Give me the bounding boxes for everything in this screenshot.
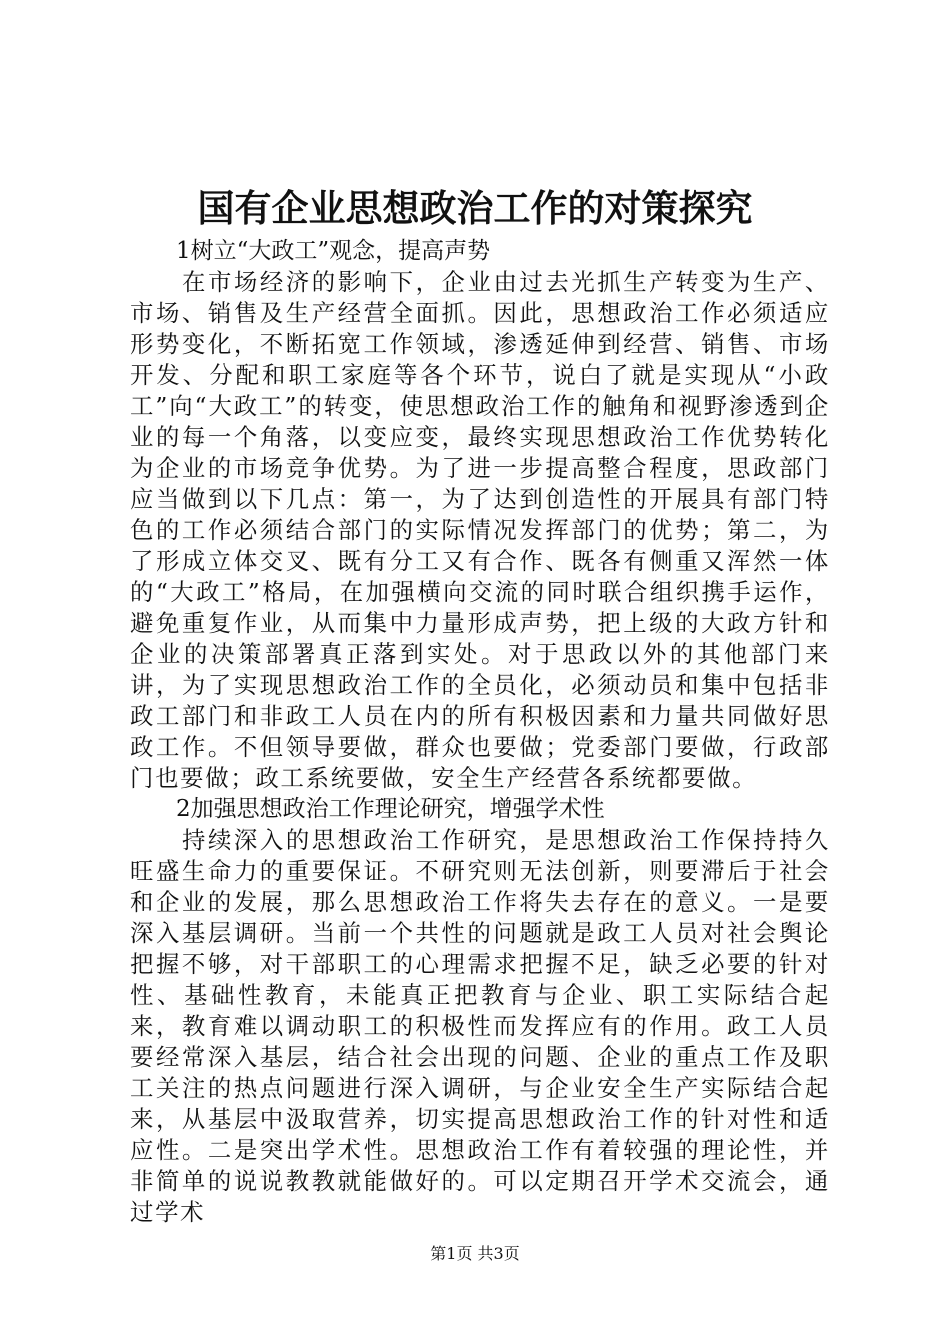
- section-heading-1: 1树立“大政工”观念，提高声势: [176, 238, 491, 264]
- section-heading-2: 2加强思想政治工作理论研究，增强学术性: [176, 796, 605, 822]
- section-paragraph-2: 持续深入的思想政治工作研究，是思想政治工作保持持久旺盛生命力的重要保证。不研究则无法创新，则要滞后于社会和企业的发展，那么思想政治工作将失去存在的意义。一是要深入基层调研。当前一个共性的问题就是政工人员对社会舆论把握不够，对干部职工的心理需求把握不足，缺乏必要的针对性、基础性教育，未能真正把教育与企业、职工实际结合起来，教育难以调动职工的积极性而发挥应有的作用。政工人员要经常深入基层，结合社会出现的问题、企业的重点工作及职工关注的热点问题进行深入调研，与企业安全生产实际结合起来，从基层中汲取营养，切实提高思想政治工作的针对性和适应性。二是突出学术性。思想政治工作有着较强的理论性，并非简单的说说教教就能做好的。可以定期召开学术交流会，通过学术: [130, 826, 830, 1226]
- section-paragraph-1: 在市场经济的影响下，企业由过去光抓生产转变为生产、市场、销售及生产经营全面抓。因此，思想政治工作必须适应形势变化，不断拓宽工作领域，渗透延伸到经营、销售、市场开发、分配和职工家庭等各个环节，说白了就是实现从“小政工”向“大政工”的转变，使思想政治工作的触角和视野渗透到企业的每一个角落，以变应变，最终实现思想政治工作优势转化为企业的市场竞争优势。为了进一步提高整合程度，思政部门应当做到以下几点：第一，为了达到创造性的开展具有部门特色的工作必须结合部门的实际情况发挥部门的优势；第二，为了形成立体交叉、既有分工又有合作、既各有侧重又浑然一体的“大政工”格局，在加强横向交流的同时联合组织携手运作，避免重复作业，从而集中力量形成声势，把上级的大政方针和企业的决策部署真正落到实处。对于思政以外的其他部门来讲，为了实现思想政治工作的全员化，必须动员和集中包括非政工部门和非政工人员在内的所有积极因素和力量共同做好思政工作。不但领导要做，群众也要做；党委部门要做，行政部门也要做；政工系统要做，安全生产经营各系统都要做。: [130, 268, 830, 792]
- document-body: [130, 236, 830, 1228]
- page-footer: 第1页 共3页: [430, 1244, 520, 1263]
- document-title: 国有企业思想政治工作的对策探究: [197, 186, 753, 230]
